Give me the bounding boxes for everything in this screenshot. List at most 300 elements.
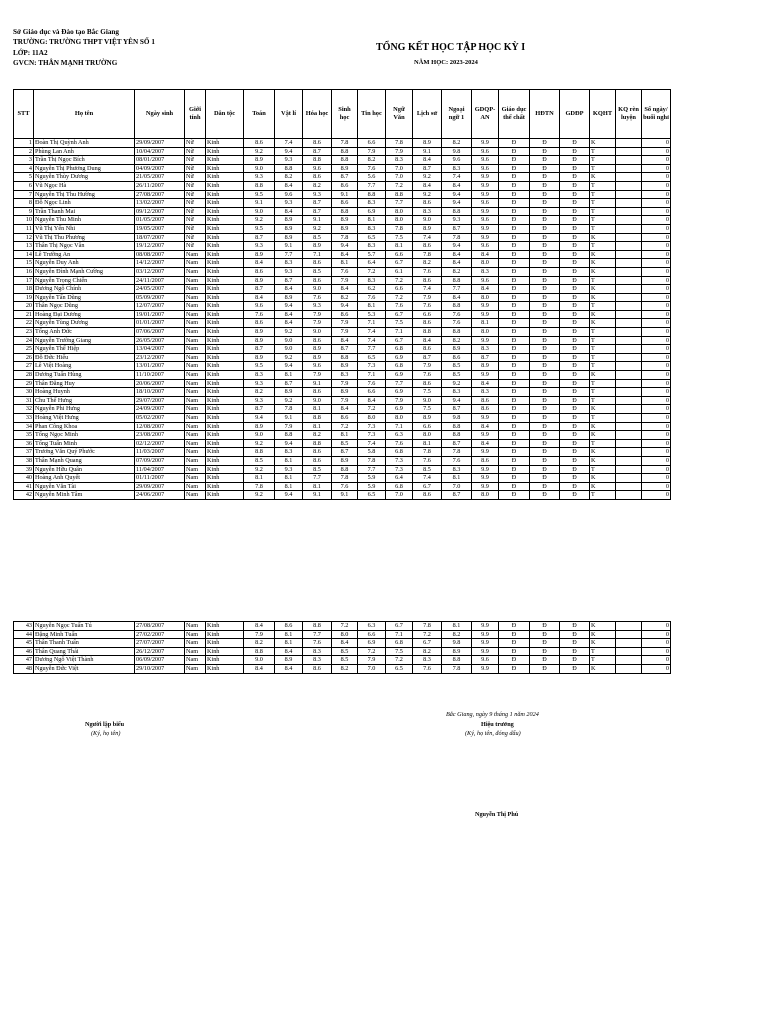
table-row xyxy=(14,630,671,639)
table-cell: Nguyễn Thị Phương Dung xyxy=(34,164,135,173)
table-cell: Phùng Lan Anh xyxy=(34,147,135,156)
table-cell: 8.3 xyxy=(275,259,303,268)
table-cell: Đ xyxy=(499,285,530,294)
table-cell: 6.5 xyxy=(358,491,386,500)
table-row xyxy=(14,302,671,311)
table-cell: 7.1 xyxy=(386,630,413,639)
table-cell: 37 xyxy=(14,448,34,457)
table-cell: 0 xyxy=(642,250,671,259)
table-cell xyxy=(616,622,642,631)
table-cell: 9.4 xyxy=(244,414,275,423)
table-cell: 8.3 xyxy=(358,199,386,208)
table-cell: Nam xyxy=(185,285,206,294)
table-cell: 8.0 xyxy=(358,414,386,423)
table-cell: Đ xyxy=(530,647,560,656)
table-cell: 9.0 xyxy=(303,285,332,294)
table-cell: 8.9 xyxy=(244,156,275,165)
table-cell: 7.3 xyxy=(386,456,413,465)
table-cell: Nguyễn Tấn Dũng xyxy=(34,293,135,302)
table-cell: 8.1 xyxy=(275,630,303,639)
table-cell: Kinh xyxy=(206,224,244,233)
table-cell: 8 xyxy=(14,199,34,208)
column-header: Lịch sử xyxy=(413,90,442,139)
table-cell: 0 xyxy=(642,233,671,242)
table-cell: Nam xyxy=(185,622,206,631)
table-cell: 7.6 xyxy=(358,293,386,302)
table-cell: Đ xyxy=(530,207,560,216)
table-cell: 44 xyxy=(14,630,34,639)
table-cell: Kinh xyxy=(206,173,244,182)
table-cell: 02/12/2007 xyxy=(135,439,185,448)
table-cell: Đ xyxy=(499,639,530,648)
table-cell: 7.7 xyxy=(275,250,303,259)
table-cell: Đ xyxy=(499,199,530,208)
table-cell: 8.1 xyxy=(332,431,358,440)
table-cell: Kinh xyxy=(206,259,244,268)
table-cell: Đ xyxy=(499,622,530,631)
table-cell: 03/12/2007 xyxy=(135,267,185,276)
table-cell xyxy=(616,422,642,431)
table-cell: 9.9 xyxy=(472,207,499,216)
table-cell: 8.2 xyxy=(303,431,332,440)
table-cell xyxy=(616,639,642,648)
table-row xyxy=(14,173,671,182)
table-cell: Đ xyxy=(499,482,530,491)
table-cell xyxy=(616,328,642,337)
table-cell: 8.7 xyxy=(275,379,303,388)
table-cell: Đ xyxy=(499,431,530,440)
table-cell: Đ xyxy=(499,630,530,639)
table-cell: 7.8 xyxy=(244,482,275,491)
table-cell: Kinh xyxy=(206,622,244,631)
table-cell: 9.0 xyxy=(244,207,275,216)
table-row xyxy=(14,345,671,354)
table-cell: 8.2 xyxy=(413,647,442,656)
table-cell: 8.9 xyxy=(413,224,442,233)
table-cell: Đ xyxy=(530,379,560,388)
table-cell: 7.1 xyxy=(386,422,413,431)
table-cell: 11/10/2007 xyxy=(135,371,185,380)
table-cell: 9.2 xyxy=(303,224,332,233)
table-cell xyxy=(616,465,642,474)
table-cell xyxy=(616,647,642,656)
table-cell: 8.1 xyxy=(442,622,472,631)
table-cell: 09/12/2007 xyxy=(135,207,185,216)
table-cell: 8.7 xyxy=(442,491,472,500)
table-cell: Đ xyxy=(560,414,590,423)
table-cell: Đ xyxy=(560,310,590,319)
table-cell: 8.9 xyxy=(275,224,303,233)
table-cell: T xyxy=(590,302,616,311)
table-cell: 45 xyxy=(14,639,34,648)
table-cell: T xyxy=(590,353,616,362)
table-cell: 5.3 xyxy=(358,310,386,319)
table-cell: Đ xyxy=(499,396,530,405)
table-cell: 9.0 xyxy=(275,336,303,345)
table-cell: T xyxy=(590,656,616,665)
table-cell: 7.2 xyxy=(358,267,386,276)
table-cell: 8.5 xyxy=(303,267,332,276)
table-cell: 9.9 xyxy=(472,414,499,423)
table-cell: 7.0 xyxy=(442,482,472,491)
table-cell: 6.6 xyxy=(358,630,386,639)
table-cell: 8.7 xyxy=(413,164,442,173)
table-cell: 19/05/2007 xyxy=(135,224,185,233)
table-cell: 9.8 xyxy=(442,639,472,648)
table-cell: 7.1 xyxy=(386,328,413,337)
table-cell: 7.4 xyxy=(413,233,442,242)
table-cell: Đ xyxy=(530,216,560,225)
table-cell: 9.2 xyxy=(413,173,442,182)
table-cell: Kinh xyxy=(206,482,244,491)
table-cell: 8.1 xyxy=(303,405,332,414)
table-cell xyxy=(616,353,642,362)
table-cell: Nam xyxy=(185,422,206,431)
table-cell: 9.1 xyxy=(303,491,332,500)
table-row xyxy=(14,336,671,345)
table-cell xyxy=(616,336,642,345)
table-cell: Đ xyxy=(560,147,590,156)
table-cell: 32 xyxy=(14,405,34,414)
table-cell: Đ xyxy=(499,259,530,268)
table-cell: 26/05/2007 xyxy=(135,336,185,345)
table-row xyxy=(14,396,671,405)
table-cell: 8.7 xyxy=(332,173,358,182)
table-cell: 0 xyxy=(642,147,671,156)
table-cell: 8.8 xyxy=(332,353,358,362)
table-cell: 9.6 xyxy=(275,190,303,199)
school-label: TRƯỜNG: TRƯỜNG THPT VIỆT YÊN SỐ 1 xyxy=(13,38,155,46)
table-cell: Kinh xyxy=(206,639,244,648)
table-cell: Đ xyxy=(499,422,530,431)
table-cell: Đ xyxy=(560,293,590,302)
table-cell: 8.1 xyxy=(275,482,303,491)
table-cell: 8.3 xyxy=(358,224,386,233)
table-cell: 8.8 xyxy=(413,328,442,337)
table-cell: Hoàng Anh Quyết xyxy=(34,474,135,483)
table-row xyxy=(14,164,671,173)
table-cell: Nam xyxy=(185,491,206,500)
table-cell: K xyxy=(590,293,616,302)
table-cell: 0 xyxy=(642,656,671,665)
table-cell: Nguyễn Hữu Quân xyxy=(34,465,135,474)
table-cell: Nguyễn Thị Thu Hường xyxy=(34,190,135,199)
principal-name: Nguyễn Thị Phú xyxy=(475,811,519,818)
column-header: Ngữ Văn xyxy=(386,90,413,139)
table-cell: 7.6 xyxy=(303,639,332,648)
table-cell: Thân Đăng Huy xyxy=(34,379,135,388)
table-cell xyxy=(616,414,642,423)
table-cell: 6.7 xyxy=(413,639,442,648)
table-cell: 8.5 xyxy=(244,456,275,465)
table-cell: 6.9 xyxy=(358,207,386,216)
table-cell: 7.6 xyxy=(386,302,413,311)
column-header: Số ngày/ buổi nghỉ xyxy=(642,90,671,139)
table-cell: Đ xyxy=(560,156,590,165)
table-cell: 8.6 xyxy=(303,139,332,148)
table-cell: 24 xyxy=(14,336,34,345)
table-cell: 47 xyxy=(14,656,34,665)
table-cell xyxy=(616,474,642,483)
table-cell: 9.0 xyxy=(413,396,442,405)
table-cell: Nữ xyxy=(185,164,206,173)
table-cell: 9.3 xyxy=(244,242,275,251)
table-cell: Kinh xyxy=(206,276,244,285)
table-cell xyxy=(616,302,642,311)
table-cell: 8.7 xyxy=(442,405,472,414)
table-cell: 8.9 xyxy=(332,362,358,371)
table-cell: 6.9 xyxy=(386,405,413,414)
table-cell: Đ xyxy=(530,242,560,251)
table-cell: 38 xyxy=(14,456,34,465)
table-cell: 8.1 xyxy=(332,259,358,268)
table-row xyxy=(14,242,671,251)
table-cell: 8.7 xyxy=(244,405,275,414)
table-cell: 8.9 xyxy=(244,353,275,362)
table-cell: Đ xyxy=(560,173,590,182)
teacher-label: GVCN: THÂN MẠNH TRƯỜNG xyxy=(13,59,118,67)
table-cell: 8.2 xyxy=(244,388,275,397)
table-cell: Đ xyxy=(499,293,530,302)
table-cell: Đ xyxy=(530,482,560,491)
column-header: Ngày sinh xyxy=(135,90,185,139)
table-cell: Đ xyxy=(499,439,530,448)
table-cell: 7.8 xyxy=(442,233,472,242)
column-header: GDQP-AN xyxy=(472,90,499,139)
column-header: Họ tên xyxy=(34,90,135,139)
table-cell: Đ xyxy=(530,622,560,631)
table-cell: Đ xyxy=(530,405,560,414)
table-cell: 8.1 xyxy=(275,639,303,648)
table-cell: 31 xyxy=(14,396,34,405)
table-cell: Kinh xyxy=(206,250,244,259)
table-cell: 7.7 xyxy=(386,379,413,388)
table-cell xyxy=(616,482,642,491)
table-cell: Trương Văn Quý Phước xyxy=(34,448,135,457)
table-row xyxy=(14,491,671,500)
table-cell: 0 xyxy=(642,422,671,431)
table-cell: 8.3 xyxy=(472,388,499,397)
table-cell: 8.8 xyxy=(442,656,472,665)
table-cell: 8.8 xyxy=(442,431,472,440)
table-cell: 8.2 xyxy=(442,139,472,148)
table-cell: Đ xyxy=(530,371,560,380)
table-cell: 0 xyxy=(642,293,671,302)
table-cell: 7.9 xyxy=(332,276,358,285)
table-cell: 9.5 xyxy=(244,190,275,199)
table-cell: 08/08/2007 xyxy=(135,250,185,259)
table-cell: Dương Tuấn Hùng xyxy=(34,371,135,380)
table-cell: Đ xyxy=(530,293,560,302)
table-cell: 9.8 xyxy=(442,414,472,423)
table-cell: 9.0 xyxy=(244,164,275,173)
table-cell: 9.3 xyxy=(275,156,303,165)
table-cell: 7.0 xyxy=(386,173,413,182)
table-cell: 08/01/2007 xyxy=(135,156,185,165)
table-cell: Đỗ Đức Hiếu xyxy=(34,353,135,362)
table-cell: 41 xyxy=(14,482,34,491)
table-cell: Đ xyxy=(530,422,560,431)
table-cell: 9.2 xyxy=(244,147,275,156)
table-cell: Đ xyxy=(560,396,590,405)
table-cell: 8.4 xyxy=(472,250,499,259)
table-cell: 8.8 xyxy=(303,622,332,631)
table-cell: 8.9 xyxy=(413,414,442,423)
table-row xyxy=(14,328,671,337)
table-cell: 29 xyxy=(14,379,34,388)
table-cell: 8.4 xyxy=(244,664,275,673)
table-cell: 23/12/2007 xyxy=(135,353,185,362)
table-cell: Kinh xyxy=(206,414,244,423)
table-row xyxy=(14,147,671,156)
table-cell: 0 xyxy=(642,362,671,371)
table-cell: 3 xyxy=(14,156,34,165)
table-cell: 0 xyxy=(642,345,671,354)
table-cell: Đ xyxy=(530,439,560,448)
table-cell: 8.5 xyxy=(413,465,442,474)
table-cell: 1 xyxy=(14,139,34,148)
table-cell: 8.5 xyxy=(332,439,358,448)
table-cell: 9.1 xyxy=(244,199,275,208)
table-cell: 0 xyxy=(642,431,671,440)
table-cell: Thân Ngọc Dũng xyxy=(34,302,135,311)
table-cell: 34 xyxy=(14,422,34,431)
table-cell: Đ xyxy=(560,139,590,148)
table-cell: Đ xyxy=(530,414,560,423)
table-cell: 6.7 xyxy=(386,310,413,319)
table-cell: 8.4 xyxy=(244,622,275,631)
table-cell: Đ xyxy=(560,353,590,362)
table-cell: 9.9 xyxy=(472,482,499,491)
table-cell: 6.8 xyxy=(386,345,413,354)
table-cell: 7.2 xyxy=(386,293,413,302)
table-cell: 9.0 xyxy=(303,396,332,405)
table-cell: Nam xyxy=(185,276,206,285)
table-cell: 7.6 xyxy=(332,267,358,276)
table-cell: Đ xyxy=(560,474,590,483)
table-cell: 6.5 xyxy=(386,664,413,673)
table-cell: 9.2 xyxy=(244,491,275,500)
table-cell: 8.9 xyxy=(303,353,332,362)
table-cell: 13/02/2007 xyxy=(135,199,185,208)
table-cell: 7.6 xyxy=(358,164,386,173)
table-cell: 9.6 xyxy=(472,199,499,208)
table-cell xyxy=(616,267,642,276)
department-label: Sở Giáo dục và Đào tạo Bắc Giang xyxy=(13,28,120,36)
table-cell: 8.8 xyxy=(244,448,275,457)
table-cell: 8.1 xyxy=(303,482,332,491)
table-cell: Đ xyxy=(499,267,530,276)
table-cell: Kinh xyxy=(206,431,244,440)
table-cell: Nam xyxy=(185,414,206,423)
table-cell: 36 xyxy=(14,439,34,448)
table-row xyxy=(14,362,671,371)
table-cell: 8.2 xyxy=(275,173,303,182)
table-cell: K xyxy=(590,139,616,148)
table-cell: T xyxy=(590,388,616,397)
table-row xyxy=(14,285,671,294)
table-cell: 8.7 xyxy=(275,276,303,285)
table-cell: Kinh xyxy=(206,199,244,208)
table-cell: 9.9 xyxy=(472,181,499,190)
table-cell: Nam xyxy=(185,379,206,388)
table-cell: Đ xyxy=(560,422,590,431)
table-cell: Đ xyxy=(499,302,530,311)
table-cell: Đ xyxy=(560,199,590,208)
table-cell: Đ xyxy=(530,456,560,465)
table-cell: 29/10/2007 xyxy=(135,664,185,673)
table-cell: 7.5 xyxy=(386,319,413,328)
table-cell: 7.9 xyxy=(332,319,358,328)
principal-note: (Ký, họ tên, đóng dấu) xyxy=(465,730,521,737)
table-cell: Đ xyxy=(560,622,590,631)
table-cell: T xyxy=(590,465,616,474)
table-cell: 8.6 xyxy=(275,622,303,631)
table-cell: Thân Thị Ngọc Vân xyxy=(34,242,135,251)
table-cell: 24/05/2007 xyxy=(135,285,185,294)
table-cell: 26/11/2007 xyxy=(135,181,185,190)
table-cell: 0 xyxy=(642,207,671,216)
table-cell: Nguyễn Trọng Chiến xyxy=(34,276,135,285)
table-cell: 8.2 xyxy=(332,293,358,302)
table-cell: 6.4 xyxy=(358,259,386,268)
table-cell: 9.9 xyxy=(472,465,499,474)
table-cell: 9.1 xyxy=(275,414,303,423)
table-cell xyxy=(616,293,642,302)
table-cell: Đ xyxy=(530,173,560,182)
table-cell: 9.2 xyxy=(442,379,472,388)
table-cell: 8.3 xyxy=(413,656,442,665)
table-cell: 0 xyxy=(642,173,671,182)
table-cell: 7.9 xyxy=(275,422,303,431)
table-cell: 0 xyxy=(642,353,671,362)
table-cell: Kinh xyxy=(206,156,244,165)
table-cell: 9.9 xyxy=(472,302,499,311)
table-cell: Đ xyxy=(530,199,560,208)
table-cell: 6.6 xyxy=(386,285,413,294)
table-cell: Đ xyxy=(530,353,560,362)
table-cell: Đ xyxy=(530,310,560,319)
table-cell: Đ xyxy=(530,639,560,648)
table-cell: 0 xyxy=(642,328,671,337)
table-cell: 8.4 xyxy=(413,181,442,190)
table-row xyxy=(14,207,671,216)
table-cell: Kinh xyxy=(206,319,244,328)
table-cell: 4 xyxy=(14,164,34,173)
table-cell: Nam xyxy=(185,353,206,362)
table-cell: Vũ Thị Yến Nhi xyxy=(34,224,135,233)
table-cell: 7.0 xyxy=(358,664,386,673)
table-cell: 6.2 xyxy=(358,285,386,294)
table-cell: Đ xyxy=(499,156,530,165)
table-cell: 07/06/2007 xyxy=(135,328,185,337)
table-row xyxy=(14,199,671,208)
table-cell: 7.8 xyxy=(332,474,358,483)
table-cell: 8.0 xyxy=(386,216,413,225)
table-cell: Nguyễn Duy Anh xyxy=(34,259,135,268)
table-cell: 9.4 xyxy=(275,491,303,500)
table-cell: 8.6 xyxy=(332,199,358,208)
table-cell xyxy=(616,362,642,371)
table-cell: Đ xyxy=(499,474,530,483)
table-cell: Đ xyxy=(530,656,560,665)
table-cell: 9.9 xyxy=(472,622,499,631)
table-cell: 7.7 xyxy=(303,474,332,483)
table-cell: Nguyễn Ngọc Tuấn Tú xyxy=(34,622,135,631)
table-cell: 8.3 xyxy=(442,164,472,173)
table-cell: 43 xyxy=(14,622,34,631)
table-cell: 8.1 xyxy=(358,216,386,225)
